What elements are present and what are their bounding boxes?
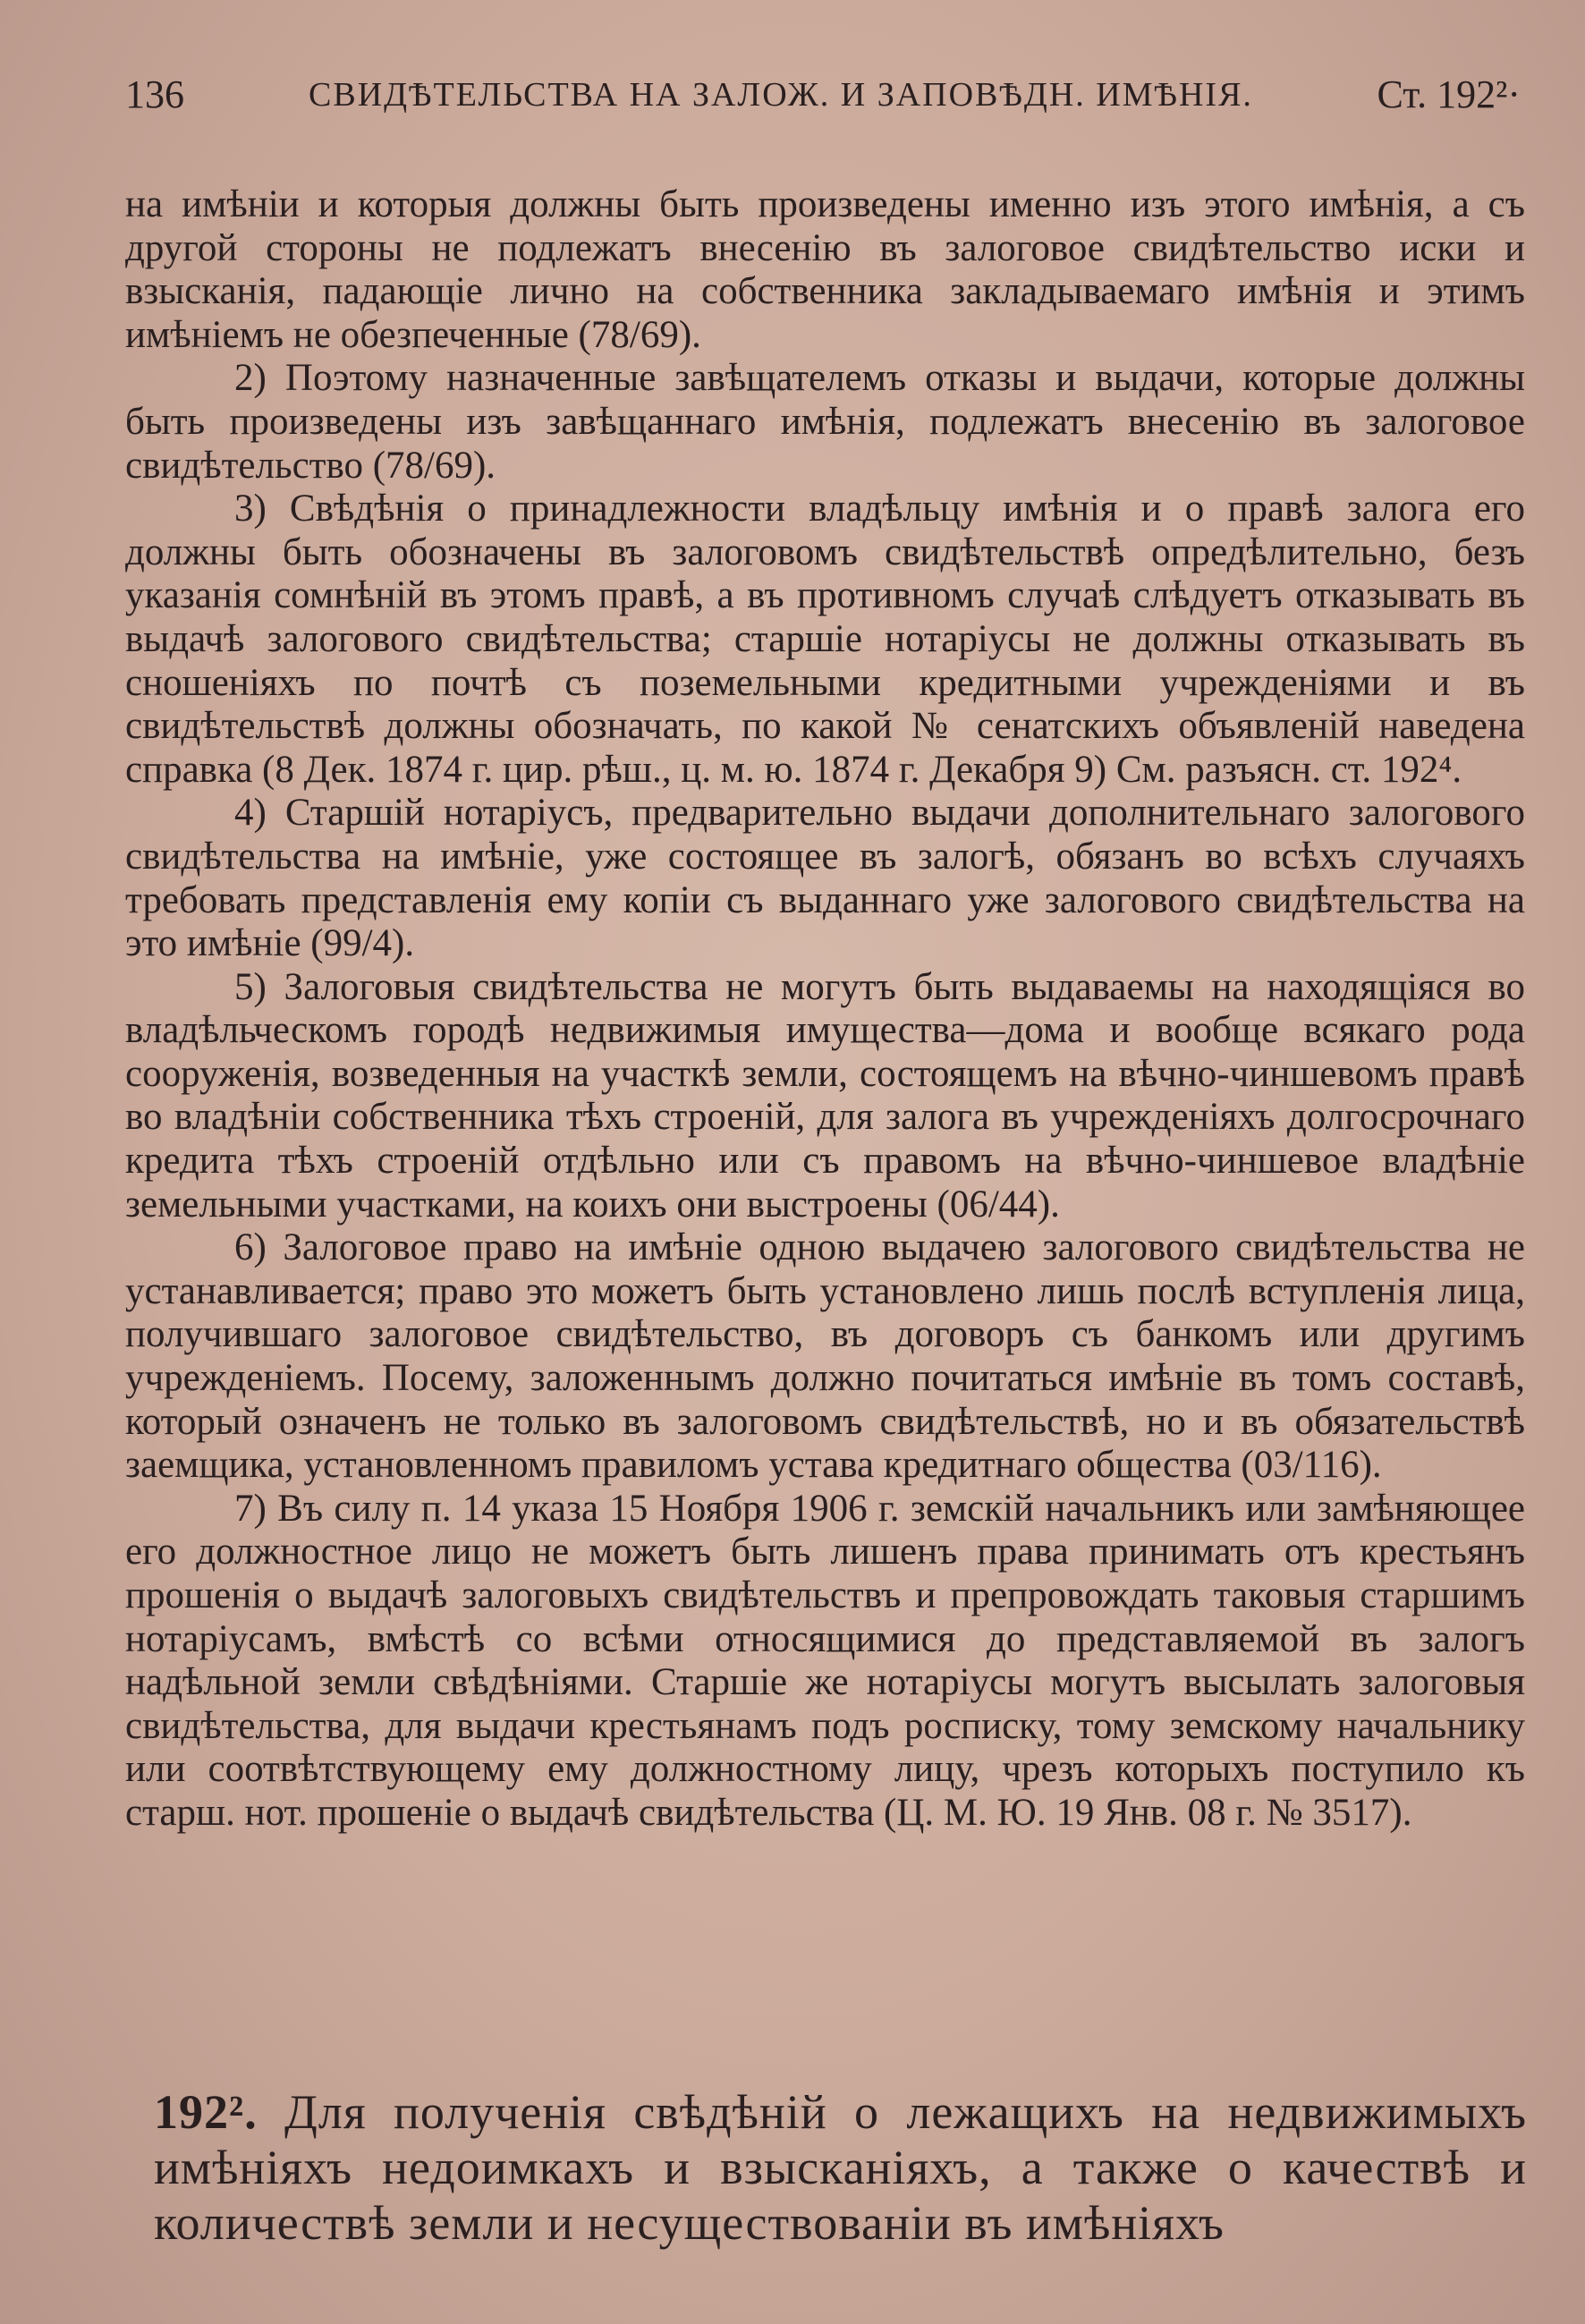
paragraph-item-7: 7) Въ силу п. 14 указа 15 Ноября 1906 г. земскій начальникъ или замѣняющее его должностное лицо не можетъ быть лишенъ права принимать отъ крестьянъ прошенія о выдачѣ залоговыхъ свидѣтельствъ и препровождать таковыя старшимъ нотаріусамъ, вмѣстѣ со всѣми относящимися до представляемой въ залогъ надѣльной земли свѣдѣніями. Старшіе же нотаріусы могутъ высылать залоговыя свидѣтельства, для выдачи крестьянамъ подъ росписку, тому земскому начальнику или соотвѣтствующему ему должностному лицу, чрезъ которыхъ поступило къ старш. нот. прошеніе о выдачѣ свидѣтельства (Ц. М. Ю. 19 Янв. 08 г. № 3517). [125,1487,1525,1834]
next-article-text: Для полученія свѣдѣній о лежащихъ на недвижимыхъ имѣніяхъ недоимкахъ и взысканіяхъ, а также о качествѣ и количествѣ земли и несуществованіи въ имѣніяхъ [154,2085,1527,2250]
page-number: 136 [125,72,184,116]
next-article-number: 192². [154,2085,258,2139]
article-reference: Ст. 192²· [1377,72,1521,116]
paragraph-item-5: 5) Залоговыя свидѣтельства не могутъ быть выдаваемы на находящіяся во владѣльческомъ городѣ недвижимыя имущества—дома и вообще всякаго рода сооруженія, возведенныя на участкѣ земли, состоящемъ на вѣчно-чиншевомъ правѣ во владѣніи собственника тѣхъ строеній, для залога въ учрежденіяхъ долгосрочнаго кредита тѣхъ строеній отдѣльно или съ правомъ на вѣчно-чиншевое владѣніе земельными участками, на коихъ они выстроены (06/44). [125,965,1525,1226]
paragraph-item-2: 2) Поэтому назначенные завѣщателемъ отказы и выдачи, которые должны быть произведены изъ завѣщаннаго имѣнія, подлежатъ внесенію въ залоговое свидѣтельство (78/69). [125,357,1525,487]
paragraph-continued: на имѣніи и которыя должны быть произведены именно изъ этого имѣнія, а съ другой стороны не подлежатъ внесенію въ залоговое свидѣтельство иски и взысканія, падающіе лично на собственника закладываемаго имѣнія и этимъ имѣніемъ не обезпеченные (78/69). [125,183,1525,356]
page-body [125,183,1525,1836]
next-article [154,2084,1527,2251]
running-title: СВИДѢТЕЛЬСТВА НА ЗАЛОЖ. И ЗАПОВѢДН. ИМѢНІЯ. [309,76,1253,114]
paragraph-item-3: 3) Свѣдѣнія о принадлежности владѣльцу имѣнія и о правѣ залога его должны быть обозначены въ залоговомъ свидѣтельствѣ опредѣлительно, безъ указанія сомнѣній въ этомъ правѣ, а въ противномъ случаѣ слѣдуетъ отказывать въ выдачѣ залогового свидѣтельства; старшіе нотаріусы не должны отказывать въ сношеніяхъ по почтѣ съ поземельными кредитными учрежденіями и въ свидѣтельствѣ должны обозначать, по какой № сенатскихъ объявленій наведена справка (8 Дек. 1874 г. цир. рѣш., ц. м. ю. 1874 г. Декабря 9) См. разъясн. ст. 192⁴. [125,488,1525,791]
paragraph-item-4: 4) Старшій нотаріусъ, предварительно выдачи дополнительнаго залогового свидѣтельства на имѣніе, уже состоящее въ залогѣ, обязанъ во всѣхъ случаяхъ требовать представленія ему копіи съ выданнаго уже залогового свидѣтельства на это имѣніе (99/4). [125,792,1525,965]
paragraph-item-6: 6) Залоговое право на имѣніе одною выдачею залогового свидѣтельства не устанавливается; право это можетъ быть установлено лишь послѣ вступленія лица, получившаго залоговое свидѣтельство, въ договоръ съ банкомъ или другимъ учрежденіемъ. Посему, заложеннымъ должно почитаться имѣніе въ томъ составѣ, который означенъ не только въ залоговомъ свидѣтельствѣ, но и въ обязательствѣ заемщика, установленномъ правиломъ устава кредитнаго общества (03/116). [125,1226,1525,1487]
page-header [125,72,1521,125]
